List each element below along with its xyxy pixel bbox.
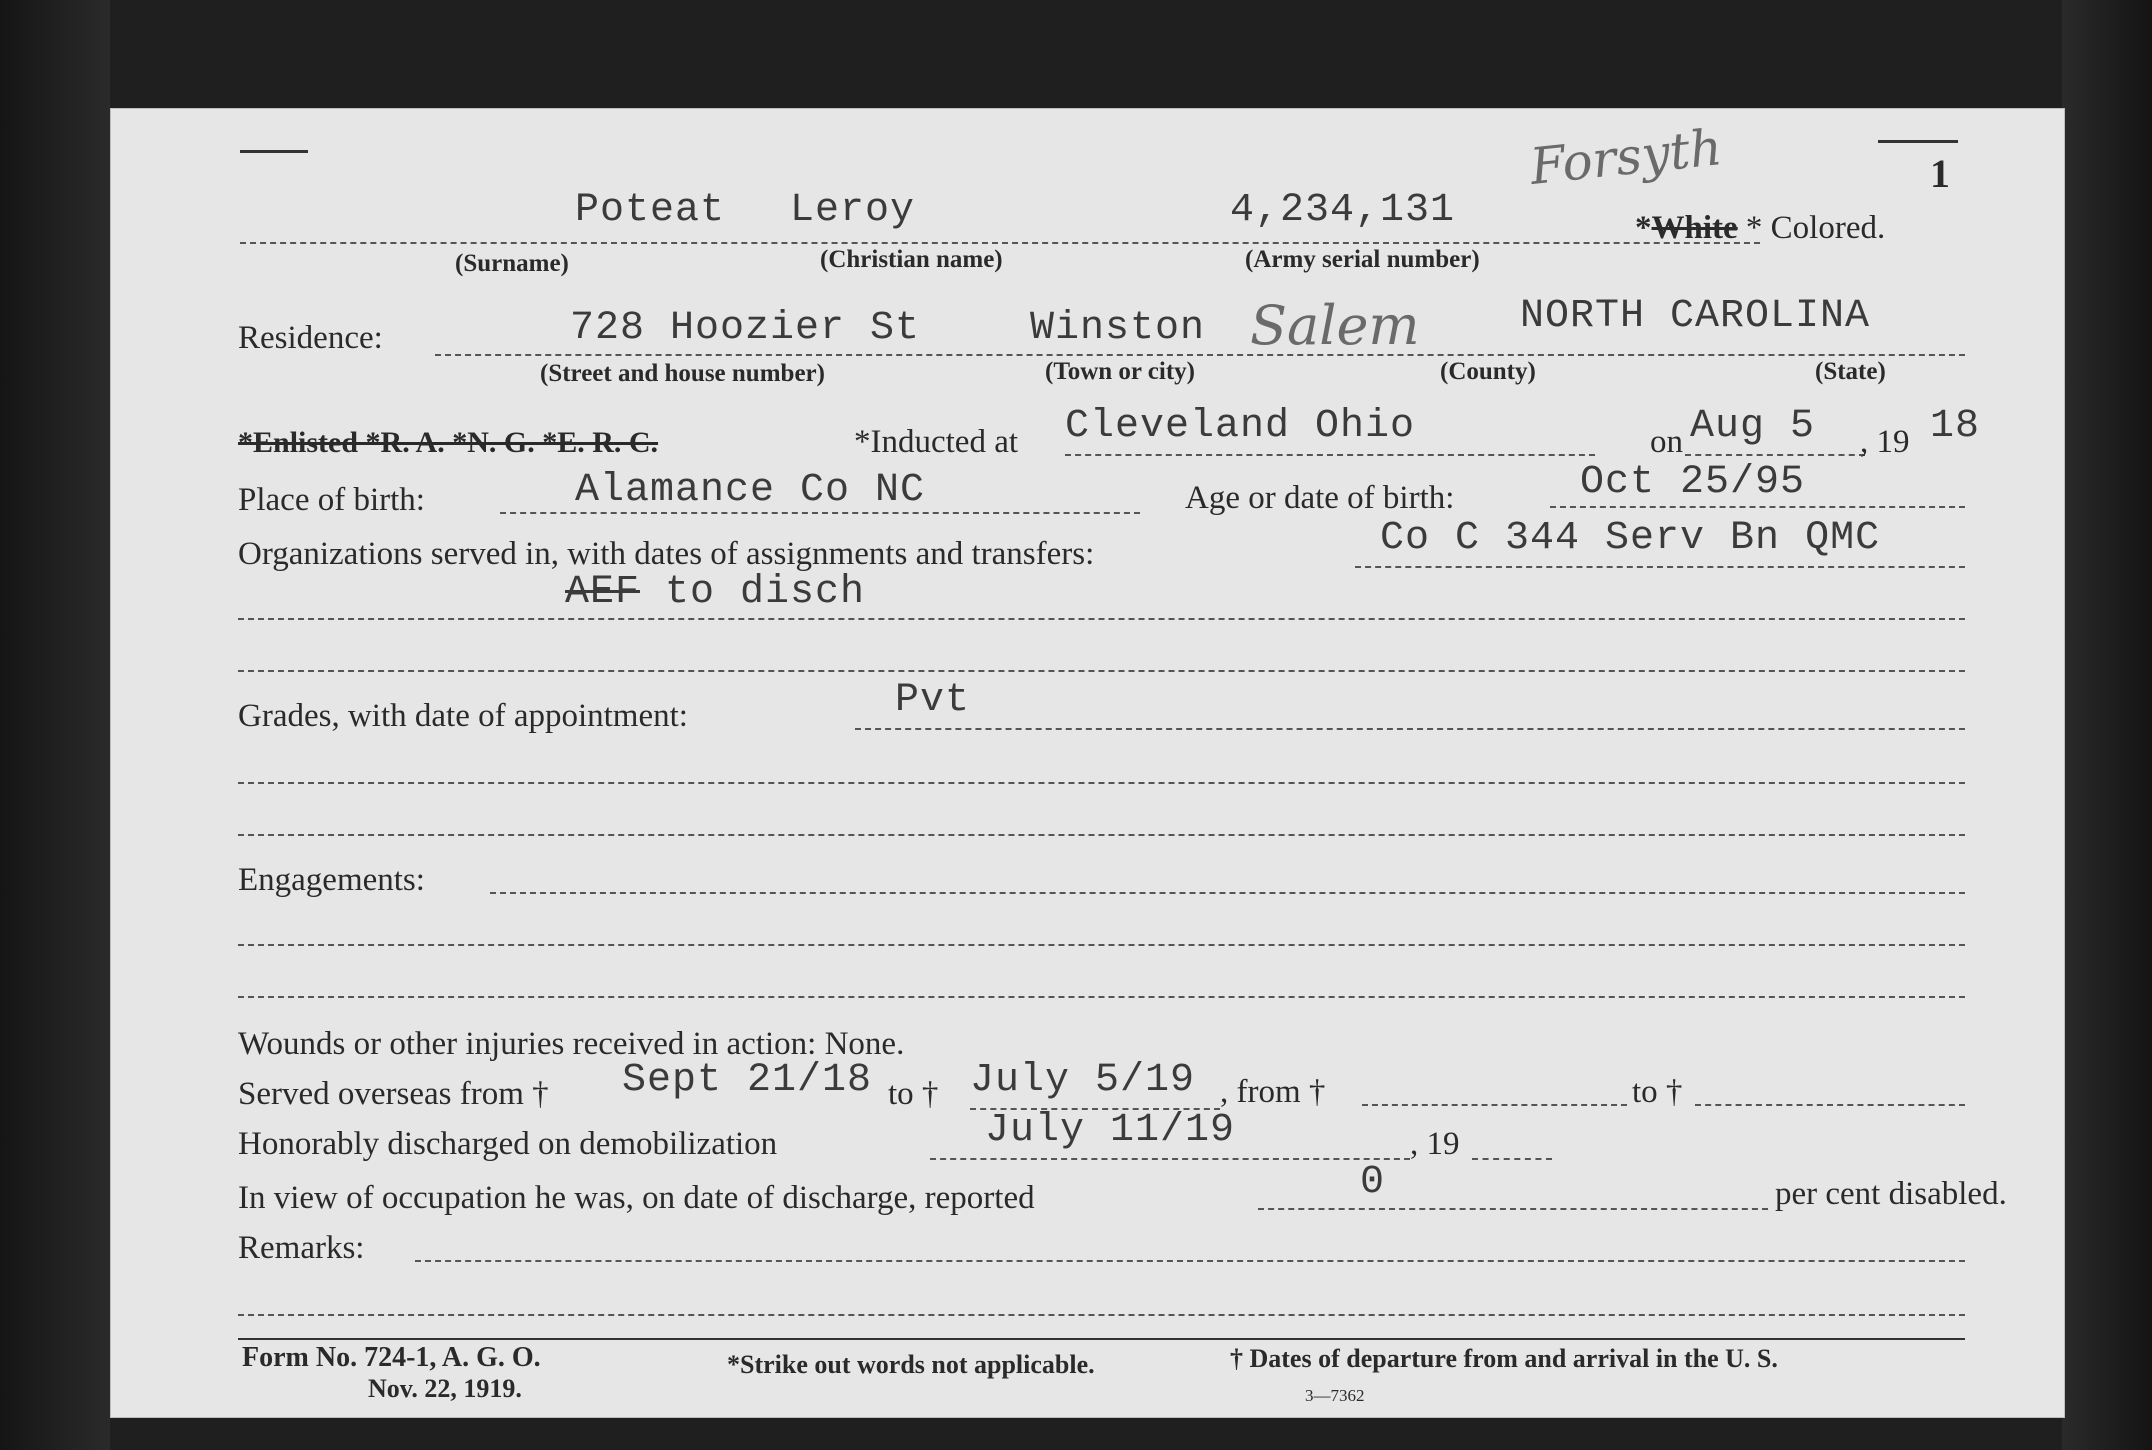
year-suffix: 18	[1930, 404, 1981, 449]
overseas-to2-label: to †	[1632, 1074, 1683, 1110]
footer-rule	[238, 1338, 1965, 1340]
organizations-label: Organizations served in, with dates of assignments and transfers:	[238, 536, 1095, 572]
race-field	[1635, 210, 1885, 247]
form-number: Form No. 724-1, A. G. O.	[242, 1342, 541, 1373]
residence-town-value: Winston	[1030, 306, 1206, 351]
caption-state: (State)	[1815, 358, 1886, 385]
discharge-date-value: July 11/19	[985, 1108, 1236, 1153]
serial-number-value: 4,234,131	[1230, 188, 1456, 233]
occupation-label: In view of occupation he was, on date of discharge, reported	[238, 1180, 1035, 1216]
birthplace-value: Alamance Co NC	[575, 468, 926, 513]
organization-underline-3	[238, 670, 1965, 672]
overseas-departure-value: Sept 21/18	[622, 1058, 873, 1103]
grades-underline-2	[238, 782, 1965, 784]
inducted-date-value: Aug 5	[1690, 404, 1816, 449]
inducted-place-value: Cleveland Ohio	[1065, 404, 1416, 449]
overseas-from-label: Served overseas from †	[238, 1076, 549, 1112]
birth-date-label: Age or date of birth:	[1185, 480, 1455, 516]
on-label: on	[1650, 424, 1683, 460]
name-underline	[240, 242, 1760, 244]
print-code: 3—7362	[1305, 1386, 1365, 1405]
scan-border-right	[2062, 0, 2152, 1450]
service-record-card	[110, 108, 2065, 1418]
grade-value: Pvt	[895, 678, 971, 723]
overseas-to-label: to †	[888, 1076, 939, 1112]
overseas-from2-label: , from †	[1220, 1074, 1326, 1110]
grades-underline-3	[238, 834, 1965, 836]
surname-value: Poteat	[575, 188, 726, 233]
race-colored: * Colored.	[1745, 210, 1886, 246]
caption-christian-name: (Christian name)	[820, 246, 1003, 273]
grades-label: Grades, with date of appointment:	[238, 698, 688, 734]
residence-label: Residence:	[238, 320, 383, 356]
enlistment-types-struck: *Enlisted *R. A. *N. G. *E. R. C.	[238, 426, 659, 459]
discharge-label: Honorably discharged on demobilization	[238, 1126, 778, 1162]
residence-town-handwritten: Salem	[1250, 294, 1420, 357]
birth-date-value: Oct 25/95	[1580, 460, 1806, 505]
overseas-from2-underline	[1362, 1104, 1627, 1106]
discharge-year-underline	[1472, 1158, 1552, 1160]
residence-state-value: NORTH CAROLINA	[1520, 294, 1871, 339]
form-date: Nov. 22, 1919.	[368, 1374, 522, 1403]
caption-town: (Town or city)	[1045, 358, 1195, 385]
discharge-underline	[930, 1158, 1410, 1160]
engagements-underline-3	[238, 996, 1965, 998]
engagements-label: Engagements:	[238, 862, 425, 898]
overseas-arrival-value: July 5/19	[970, 1058, 1196, 1103]
organization-aef-struck: AEF	[565, 570, 641, 615]
corner-rule	[240, 150, 308, 153]
organization-underline-1	[1355, 566, 1965, 568]
grades-underline-1	[855, 728, 1965, 730]
disability-value: 0	[1360, 1160, 1386, 1205]
organization-to-discharge: to disch	[640, 570, 866, 615]
footnote-dates: † Dates of departure from and arrival in the U. S.	[1230, 1344, 1778, 1373]
remarks-label: Remarks:	[238, 1230, 365, 1266]
year-prefix: , 19	[1860, 424, 1910, 460]
christian-name-value: Leroy	[790, 188, 916, 233]
wounds-label: Wounds or other injuries received in action: None.	[238, 1026, 905, 1062]
birth-date-underline	[1550, 506, 1965, 508]
residence-underline	[435, 354, 1965, 356]
race-white-struck: White	[1651, 210, 1738, 246]
caption-serial-number: (Army serial number)	[1245, 246, 1480, 273]
race-star: *	[1635, 210, 1652, 246]
percent-disabled-label: per cent disabled.	[1775, 1176, 2007, 1212]
county-annotation: Forsyth	[1527, 118, 1725, 196]
discharge-year-label: , 19	[1410, 1126, 1460, 1162]
residence-street-value: 728 Hoozier St	[570, 306, 921, 351]
card-number: 1	[1930, 151, 1950, 196]
scan-border-left	[0, 0, 110, 1450]
inducted-label: *Inducted at	[854, 424, 1019, 460]
engagements-underline-2	[238, 944, 1965, 946]
disability-underline	[1258, 1208, 1768, 1210]
caption-county: (County)	[1440, 358, 1536, 385]
birthplace-label: Place of birth:	[238, 482, 425, 518]
inducted-date-underline	[1685, 454, 1865, 456]
remarks-underline-2	[238, 1314, 1965, 1316]
engagements-underline-1	[490, 892, 1965, 894]
card-number-rule	[1878, 140, 1958, 143]
inducted-underline	[1065, 454, 1595, 456]
organization-underline-2	[238, 618, 1965, 620]
caption-surname: (Surname)	[455, 250, 569, 277]
footnote-strike: *Strike out words not applicable.	[727, 1350, 1095, 1379]
organization-line-1: Co C 344 Serv Bn QMC	[1380, 516, 1881, 561]
caption-street: (Street and house number)	[540, 360, 825, 387]
remarks-underline-1	[415, 1260, 1965, 1262]
organization-line-2	[565, 570, 865, 615]
overseas-to2-underline	[1695, 1104, 1965, 1106]
birthplace-underline	[500, 512, 1140, 514]
